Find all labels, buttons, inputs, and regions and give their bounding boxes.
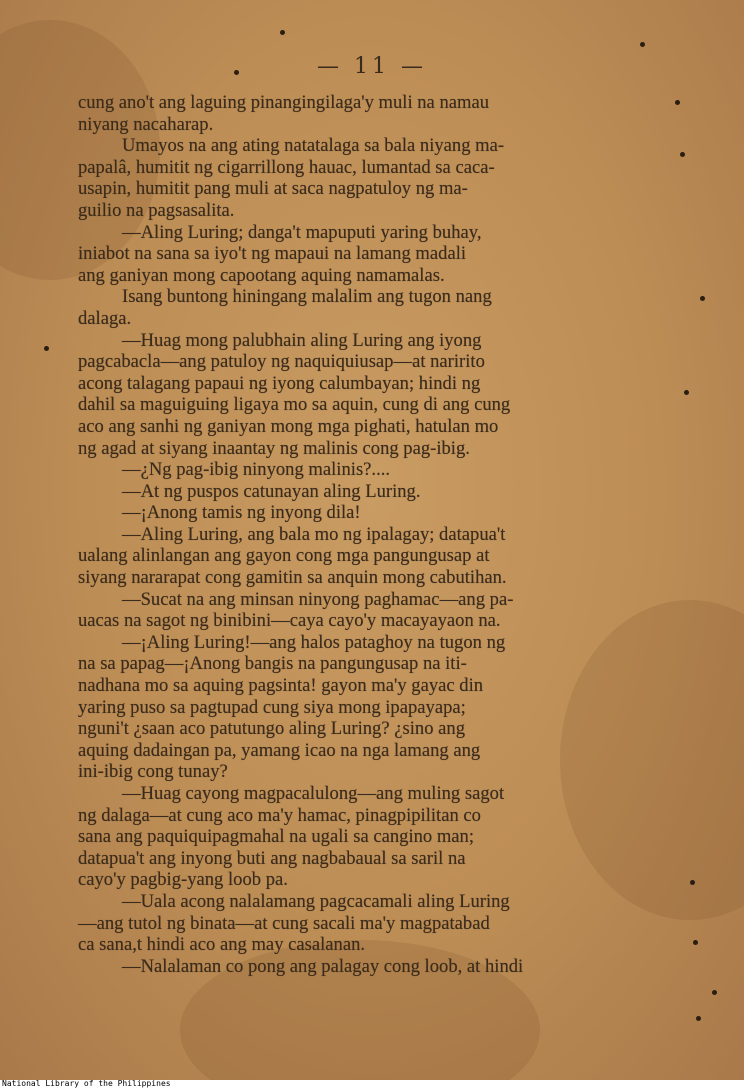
text-line: siyang nararapat cong gamitin sa anquin mong cabutihan. xyxy=(78,567,507,589)
ink-speck xyxy=(640,42,645,47)
text-line: guilio na pagsasalita. xyxy=(78,199,235,221)
text-line: uacas na sagot ng binibini—caya cayo'y macayayaon na. xyxy=(78,610,501,632)
body-text xyxy=(78,92,658,977)
text-line: —ang tutol ng binata—at cung sacali ma'y magpatabad xyxy=(78,912,490,934)
ink-speck xyxy=(712,990,717,995)
text-line: pagcabacla—ang patuloy ng naquiquiusap—at naririto xyxy=(78,351,485,373)
text-line: sana ang paquiquipagmahal na ugali sa cangino man; xyxy=(78,826,475,848)
text-line: ini-ibig cong tunay? xyxy=(78,761,228,783)
text-line: niyang nacaharap. xyxy=(78,113,214,135)
text-line: yaring puso sa pagtupad cung siya mong ipapayapa; xyxy=(78,696,466,718)
text-line: usapin, humitit pang muli at saca nagpatuloy ng ma- xyxy=(78,178,468,200)
text-line: iniabot na sana sa iyo't ng mapaui na lamang madali xyxy=(78,243,467,265)
ink-speck xyxy=(44,346,49,351)
text-line: aquing dadaingan pa, yamang icao na nga lamang ang xyxy=(78,739,481,761)
text-line: ualang alinlangan ang gayon cong mga pangungusap at xyxy=(78,545,490,567)
text-line: —Huag mong palubhain aling Luring ang iyong xyxy=(122,329,482,351)
text-line: Isang buntong hiningang malalim ang tugon nang xyxy=(122,286,492,308)
page-number: — 11 — xyxy=(317,54,427,79)
text-line: —¡Aling Luring!—ang halos pataghoy na tugon ng xyxy=(122,631,506,653)
text-line: cayo'y pagbig-yang loob pa. xyxy=(78,869,288,891)
text-line: ng dalaga—at cung aco ma'y hamac, pinagpipilitan co xyxy=(78,804,481,826)
ink-speck xyxy=(280,30,285,35)
text-line: nguni't ¿saan aco patutungo aling Luring? ¿sino ang xyxy=(78,718,466,740)
text-line: ang ganiyan mong capootang aquing namamalas. xyxy=(78,264,445,286)
text-line: papalâ, humitit ng cigarrillong hauac, lumantad sa caca- xyxy=(78,156,495,178)
ink-speck xyxy=(700,296,705,301)
text-line: aco ang sanhi ng ganiyan mong mga pighati, hatulan mo xyxy=(78,415,499,437)
text-line: datapua't ang inyong buti ang nagbabaual sa saril na xyxy=(78,847,466,869)
text-line: —Nalalaman co pong ang palagay cong loob, at hindi xyxy=(122,955,524,977)
text-line: ca sana,t hindi aco ang may casalanan. xyxy=(78,934,366,956)
ink-speck xyxy=(675,100,680,105)
ink-speck xyxy=(684,390,689,395)
text-line: ng agad at siyang inaantay ng malinis cong pag-ibig. xyxy=(78,437,470,459)
text-line: dahil sa maguiguing ligaya mo sa aquin, cung di ang cung xyxy=(78,394,511,416)
text-line: na sa papag—¡Anong bangis na pangungusap na iti- xyxy=(78,653,467,675)
text-line: —¡Anong tamis ng inyong dila! xyxy=(122,502,361,524)
ink-speck xyxy=(696,1016,701,1021)
text-line: —Aling Luring, ang bala mo ng ipalagay; datapua't xyxy=(122,523,506,545)
library-credit: National Library of the Philippines xyxy=(2,1079,171,1088)
text-line: —At ng puspos catunayan aling Luring. xyxy=(122,480,421,502)
text-line: dalaga. xyxy=(78,307,132,329)
text-line: —¿Ng pag-ibig ninyong malinis?.... xyxy=(122,459,391,481)
ink-speck xyxy=(693,940,698,945)
text-line: acong talagang papaui ng iyong calumbayan; hindi ng xyxy=(78,372,481,394)
text-line: —Aling Luring; danga't mapuputi yaring buhay, xyxy=(122,221,482,243)
text-line: —Uala acong nalalamang pagcacamali aling Luring xyxy=(122,890,510,912)
text-line: Umayos na ang ating natatalaga sa bala niyang ma- xyxy=(122,135,505,157)
ink-speck xyxy=(690,880,695,885)
text-line: nadhana mo sa aquing pagsinta! gayon ma'y gayac din xyxy=(78,675,484,697)
text-line: cung ano't ang laguing pinangingilaga'y muli na namau xyxy=(78,92,490,113)
ink-speck xyxy=(680,152,685,157)
text-line: —Huag cayong magpacalulong—ang muling sagot xyxy=(122,783,505,804)
text-line: —Sucat na ang minsan ninyong paghamac—ang pa- xyxy=(122,588,514,610)
